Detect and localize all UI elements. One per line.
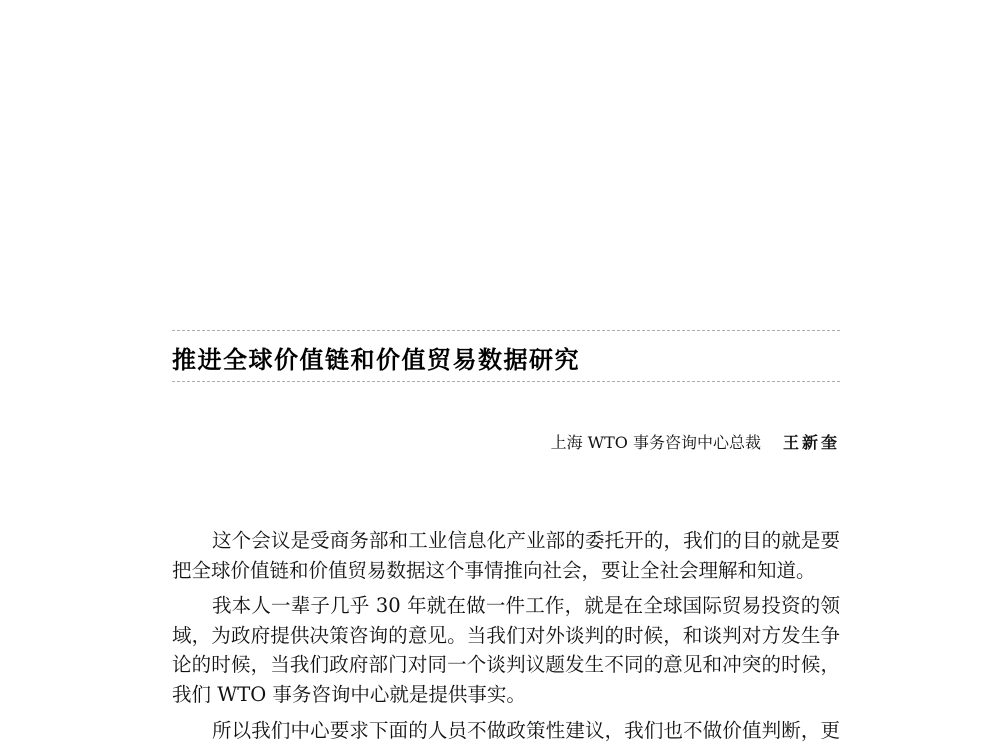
body-line: 这个会议是受商务部和工业信息化产业部的委托开的，我们的目的就是要 bbox=[212, 529, 840, 552]
body-line: 论的时候，当我们政府部门对同一个谈判议题发生不同的意见和冲突的时候， bbox=[172, 653, 840, 676]
body-line: 我们 WTO 事务咨询中心就是提供事实。 bbox=[172, 683, 526, 706]
body-line: 把全球价值链和价值贸易数据这个事情推向社会，要让全社会理解和知道。 bbox=[172, 559, 816, 582]
body-line: 所以我们中心要求下面的人员不做政策性建议，我们也不做价值判断，更 bbox=[212, 719, 840, 742]
author-affiliation: 上海 WTO 事务咨询中心总裁 bbox=[550, 433, 761, 452]
title-rule-top bbox=[172, 330, 840, 331]
body-line: 我本人一辈子几乎 30 年就在做一件工作，就是在全球国际贸易投资的领 bbox=[212, 594, 840, 617]
article-title: 推进全球价值链和价值贸易数据研究 bbox=[172, 346, 580, 374]
author-name: 王新奎 bbox=[782, 433, 840, 452]
title-rule-bottom bbox=[172, 381, 840, 382]
body-line: 域，为政府提供决策咨询的意见。当我们对外谈判的时候，和谈判对方发生争 bbox=[172, 624, 840, 647]
author-line bbox=[551, 430, 840, 453]
